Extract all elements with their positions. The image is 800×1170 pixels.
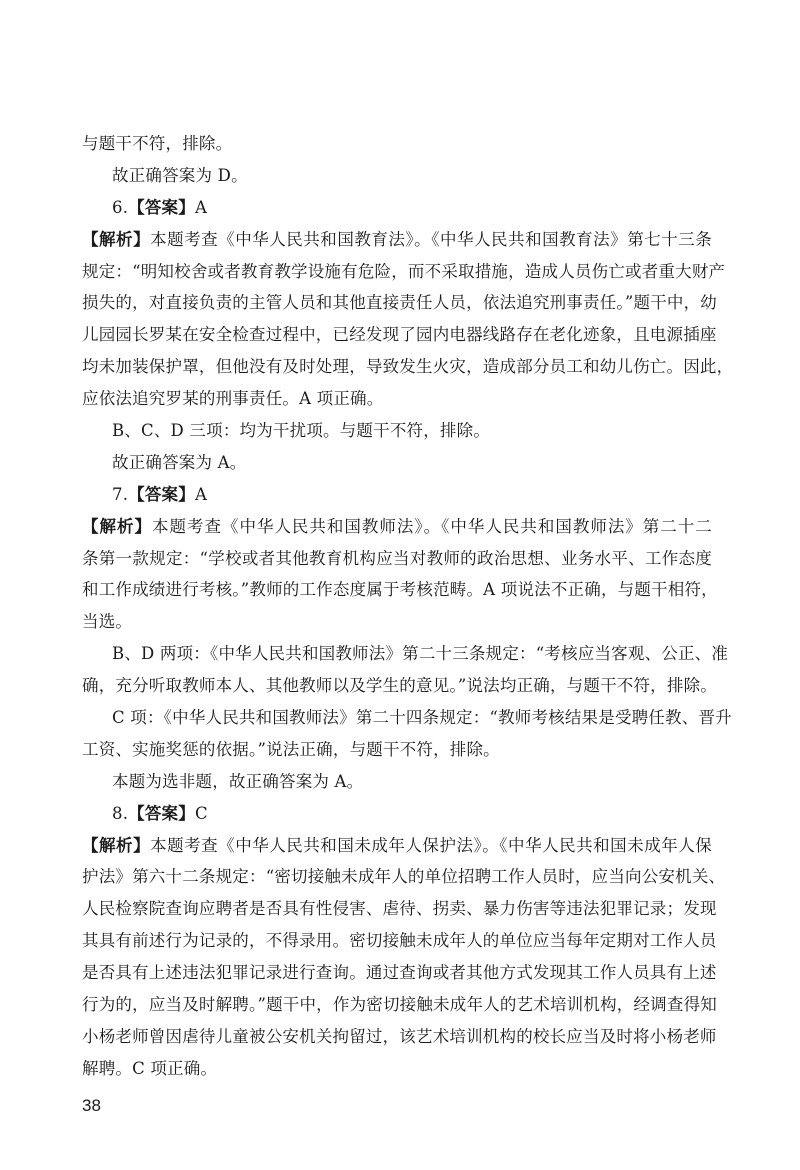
text-line: C 项：《中华人民共和国教师法》第二十四条规定：“教师考核结果是受聘任教、晋升 — [112, 708, 732, 728]
text-line: 工资、实施奖惩的依据。”说法正确，与题干不符，排除。 — [82, 739, 500, 759]
text-line: 其具有前述行为记录的，不得录用。密切接触未成年人的单位应当每年定期对工作人员 — [82, 931, 717, 951]
text-line: 护法》第六十二条规定：“密切接触未成年人的单位招聘工作人员时，应当向公安机关、 — [82, 867, 726, 887]
text-line: 和工作成绩进行考核。”教师的工作态度属于考核范畴。A 项说法不正确，与题干相符， — [82, 580, 718, 600]
text-line: 本题为选非题，故正确答案为 A。 — [112, 771, 364, 791]
answer-heading — [82, 479, 712, 511]
question-number: 6. — [112, 197, 129, 217]
analysis-line — [82, 830, 712, 862]
text-line: 解聘。C 项正确。 — [82, 1058, 218, 1078]
answer-value: A — [194, 484, 208, 504]
question-number: 7. — [112, 484, 129, 504]
text-line: 均未加装保护罩，但他没有及时处理，导致发生火灾，造成部分员工和幼儿伤亡。因此， — [82, 357, 734, 377]
page-number: 38 — [82, 1096, 101, 1115]
question-number: 8. — [112, 803, 129, 823]
analysis-text: 本题考查《中华人民共和国教育法》。《中华人民共和国教育法》第七十三条 — [150, 229, 712, 249]
page-body — [82, 128, 734, 1085]
answer-label: 【答案】 — [128, 484, 195, 504]
analysis-label: 【解析】 — [82, 835, 151, 855]
analysis-text: 本题考查《中华人民共和国未成年人保护法》。《中华人民共和国未成年人保 — [150, 835, 712, 855]
answer-label: 【答案】 — [128, 197, 195, 217]
text-line: 应依法追究罗某的刑事责任。A 项正确。 — [82, 389, 384, 409]
text-line: B、D 两项：《中华人民共和国教师法》第二十三条规定：“考核应当客观、公正、准 — [112, 644, 729, 664]
analysis-text: 本题考查《中华人民共和国教师法》。《中华人民共和国教师法》第二十二 — [151, 516, 712, 536]
analysis-label: 【解析】 — [82, 229, 151, 249]
answer-value: A — [194, 197, 208, 217]
text-line: 与题干不符，排除。 — [82, 134, 233, 153]
text-line: 条第一款规定：“学校或者其他教育机构应当对教师的政治思想、业务水平、工作态度 — [82, 548, 712, 568]
analysis-line — [82, 511, 712, 543]
text-line: 行为的，应当及时解聘。”题干中，作为密切接触未成年人的艺术培训机构，经调查得知 — [82, 995, 717, 1015]
answer-label: 【答案】 — [128, 803, 195, 823]
analysis-label: 【解析】 — [82, 516, 152, 536]
answer-value: C — [194, 803, 208, 823]
text-line: 当选。 — [82, 612, 133, 632]
text-line: 损失的，对直接负责的主管人员和其他直接责任人员，依法追究刑事责任。”题干中，幼 — [82, 293, 717, 313]
analysis-line — [82, 224, 712, 256]
text-line: 儿园园长罗某在安全检查过程中，已经发现了园内电器线路存在老化迹象，且电源插座 — [82, 325, 717, 345]
answer-heading — [82, 192, 712, 224]
text-line: 故正确答案为 A。 — [112, 452, 247, 472]
text-line: 是否具有上述违法犯罪记录进行查询。通过查询或者其他方式发现其工作人员具有上述 — [82, 963, 717, 983]
text-line: 确，充分听取教师本人、其他教师以及学生的意见。”说法均正确，与题干不符，排除。 — [82, 676, 717, 696]
text-line: 人民检察院查询应聘者是否具有性侵害、虐待、拐卖、暴力伤害等违法犯罪记录；发现 — [82, 899, 717, 919]
text-line: 规定：“明知校舍或者教育教学设施有危险，而不采取措施，造成人员伤亡或者重大财产 — [82, 261, 726, 281]
text-line: 小杨老师曾因虐待儿童被公安机关拘留过，该艺术培训机构的校长应当及时将小杨老师 — [82, 1026, 717, 1046]
text-line: 故正确答案为 D。 — [112, 165, 248, 185]
text-line: B、C、D 三项：均为干扰项。与题干不符，排除。 — [112, 421, 491, 441]
answer-heading — [82, 798, 712, 830]
